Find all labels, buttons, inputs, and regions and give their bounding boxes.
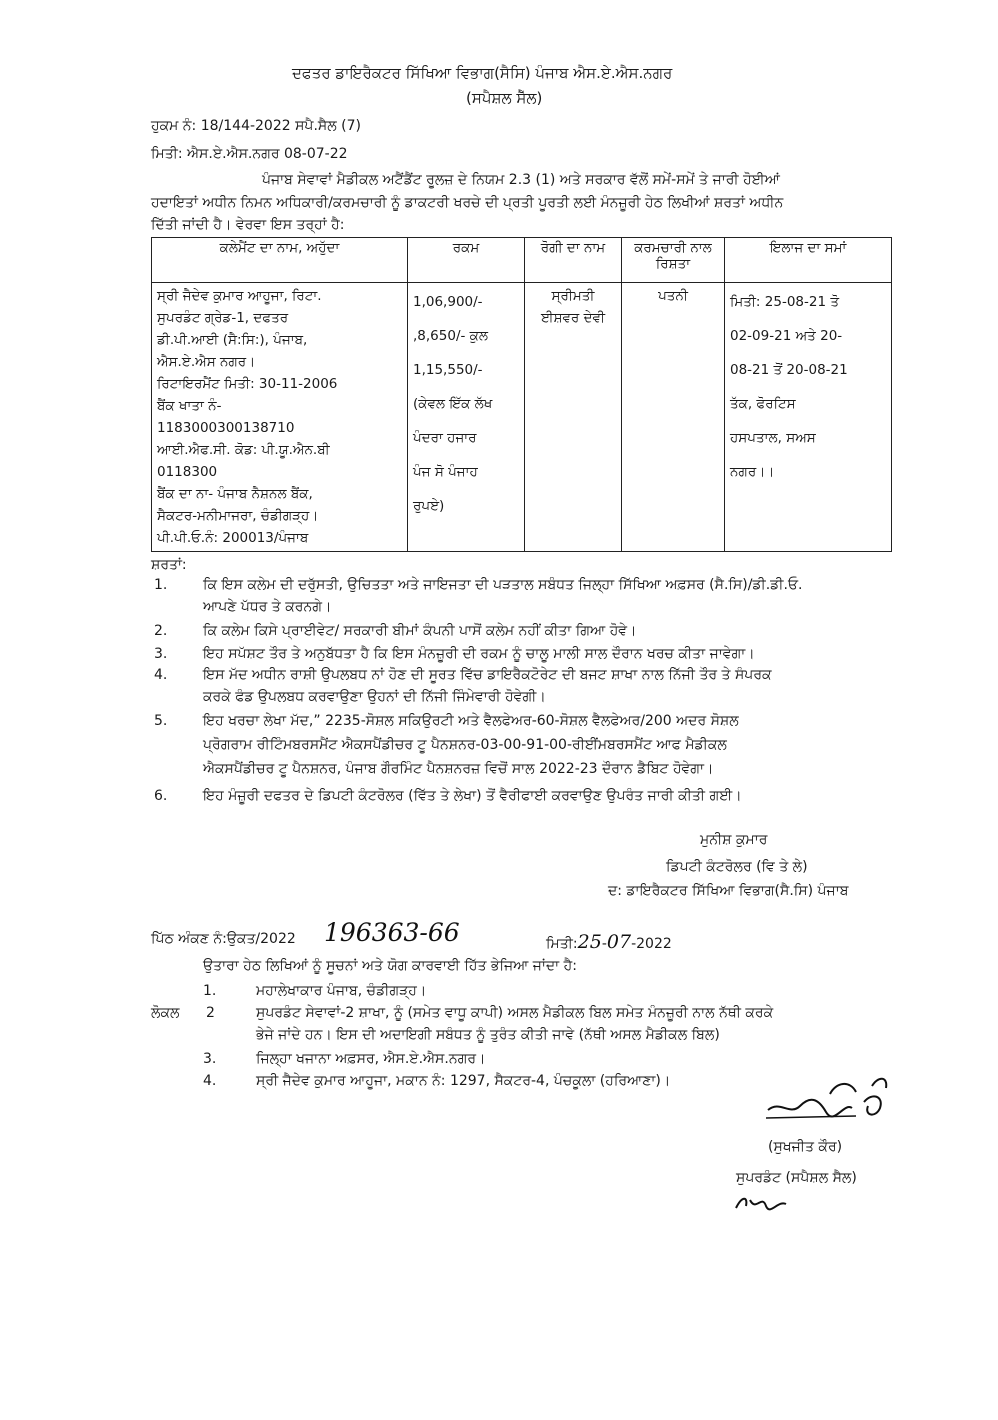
condition-number: 3.	[154, 646, 168, 662]
condition-line: ਇਹ ਸਪੱਸ਼ਟ ਤੌਰ ਤੇ ਅਨੁਬੱਧਤਾ ਹੈ ਕਿ ਇਸ ਮੰਨਜ਼ੂਰੀ ਦੀ ਰਕਮ ਨੂੰ ਚਾਲੂ ਮਾਲੀ ਸਾਲ ਦੌਰਾਨ ਖਰਚ ਕੀਤਾ ਜਾਵੇਗਾ।	[203, 646, 755, 662]
amount-line: 1,06,900/-	[413, 294, 483, 310]
office-title: ਦਫਤਰ ਡਾਇਰੈਕਟਰ ਸਿੱਖਿਆ ਵਿਭਾਗ(ਸੈਸਿ) ਪੰਜਾਬ ਐਸ.ਏ.ਐਸ.ਨਗਰ	[292, 64, 673, 82]
claimant-line: ਸੈਕਟਰ-ਮਨੀਮਾਜਰਾ, ਚੰਡੀਗੜ੍ਹ।	[157, 508, 319, 524]
amount-line: 1,15,550/-	[413, 362, 483, 378]
claimant-line: ਬੈਂਕ ਖਾਤਾ ਨੰ-	[157, 398, 222, 414]
amount-line: ਰੁਪਏ)	[413, 498, 445, 514]
conditions-heading: ਸ਼ਰਤਾਂ:	[151, 557, 187, 573]
signatory1-office: ਦ: ਡਾਇਰੈਕਟਰ ਸਿੱਖਿਆ ਵਿਭਾਗ(ਸੈ.ਸਿ) ਪੰਜਾਬ	[608, 883, 849, 899]
endorsement-number: 1.	[203, 983, 217, 999]
header-patient: ਰੋਗੀ ਦਾ ਨਾਮ	[525, 238, 622, 283]
endorsement-line: ਮਹਾਲੇਖਾਕਾਰ ਪੰਜਾਬ, ਚੰਡੀਗੜ੍ਹ।	[256, 983, 427, 999]
relation-cell	[622, 283, 725, 552]
relation-value: ਪਤਨੀ	[658, 288, 688, 304]
amount-line: ਪੰਜ ਸੋ ਪੰਜਾਹ	[413, 464, 478, 480]
header-amount: ਰਕਮ	[408, 238, 525, 283]
treatment-line: ਨਗਰ।।	[730, 464, 775, 480]
condition-number: 6.	[154, 788, 168, 804]
claimant-line: ਪੀ.ਪੀ.ਓ.ਨੰ: 200013/ਪੰਜਾਬ	[157, 530, 309, 546]
claimant-line: ਸ੍ਰੀ ਜੈਦੇਵ ਕੁਮਾਰ ਆਹੂਜਾ, ਰਿਟਾ.	[157, 288, 322, 304]
claimant-line: ਡੀ.ਪੀ.ਆਈ (ਸੈ:ਸਿ:), ਪੰਜਾਬ,	[157, 332, 308, 348]
claimant-line: ਐਸ.ਏ.ਐਸ ਨਗਰ।	[157, 354, 256, 370]
patient-line: ਸ੍ਰੀਮਤੀ	[551, 288, 595, 304]
patient-cell	[525, 283, 622, 552]
endorsement-number: 3.	[203, 1051, 217, 1067]
treatment-line: ਤੱਕ, ਫੋਰਟਿਸ	[730, 396, 796, 412]
signatory2-designation: ਸੁਪਰਡੰਟ (ਸਪੈਸ਼ਲ ਸੈਲ)	[736, 1170, 857, 1186]
condition-line: ਕਿ ਕਲੇਮ ਕਿਸੇ ਪ੍ਰਾਈਵੇਟ/ ਸਰਕਾਰੀ ਬੀਮਾਂ ਕੰਪਨੀ ਪਾਸੋਂ ਕਲੇਮ ਨਹੀਂ ਕੀਤਾ ਗਿਆ ਹੋਵੇ।	[203, 623, 637, 639]
endorsement-number: 2	[206, 1005, 215, 1021]
table-header-row	[152, 238, 892, 283]
intro-line-3: ਦਿੱਤੀ ਜਾਂਦੀ ਹੈ। ਵੇਰਵਾ ਇਸ ਤਰ੍ਹਾਂ ਹੈ:	[151, 217, 345, 233]
condition-line: ਇਸ ਮੱਦ ਅਧੀਨ ਰਾਸ਼ੀ ਉਪਲਬਧ ਨਾਂ ਹੋਣ ਦੀ ਸੂਰਤ ਵਿੱਚ ਡਾਇਰੈਕਟੋਰੇਟ ਦੀ ਬਜਟ ਸ਼ਾਖਾ ਨਾਲ ਨਿੱਜੀ ਤੌਰ ਤੇ ਸੰਪਰਕ	[203, 667, 772, 683]
intro-line-1: ਪੰਜਾਬ ਸੇਵਾਵਾਂ ਮੈਡੀਕਲ ਅਟੈਂਡੈਂਟ ਰੂਲਜ਼ ਦੇ ਨਿਯਮ 2.3 (1) ਅਤੇ ਸਰਕਾਰ ਵੱਲੋਂ ਸਮੇਂ-ਸਮੇਂ ਤੇ ਜਾਰੀ ਹੋਈਆਂ	[262, 172, 780, 188]
condition-number: 1.	[154, 577, 168, 593]
amount-line: ,8,650/- ਕੁਲ	[413, 328, 488, 344]
endorsement-line: ਸੁਪਰਡੰਟ ਸੇਵਾਵਾਂ-2 ਸ਼ਾਖਾ, ਨੂੰ (ਸਮੇਤ ਵਾਧੂ ਕਾਪੀ) ਅਸਲ ਮੈਡੀਕਲ ਬਿਲ ਸਮੇਤ ਮੰਨਜ਼ੂਰੀ ਨਾਲ ਨੱਥੀ ਕਰਕੇ	[256, 1005, 774, 1021]
condition-line: ਇਹ ਖਰਚਾ ਲੇਖਾ ਮੱਦ,” 2235-ਸੋਸ਼ਲ ਸਕਿਉਰਟੀ ਅਤੇ ਵੈਲਫੇਅਰ-60-ਸੋਸ਼ਲ ਵੈਲਫੇਅਰ/200 ਅਦਰ ਸੋਸ਼ਲ	[203, 713, 739, 729]
endorsement-line: ਜਿਲ੍ਹਾ ਖਜਾਨਾ ਅਫ਼ਸਰ, ਐਸ.ਏ.ਐਸ.ਨਗਰ।	[256, 1051, 486, 1067]
table-row	[152, 283, 892, 552]
date-day-handwritten: 25	[577, 931, 602, 953]
order-date: ਮਿਤੀ: ਐਸ.ਏ.ਐਸ.ਨਗਰ 08-07-22	[151, 146, 348, 162]
claim-table	[151, 237, 892, 552]
condition-line: ਇਹ ਮੰਜ਼ੂਰੀ ਦਫਤਰ ਦੇ ਡਿਪਟੀ ਕੰਟਰੋਲਰ (ਵਿੱਤ ਤੇ ਲੇਖਾ) ਤੋਂ ਵੈਰੀਫਾਈ ਕਰਵਾਉਣ ਉਪਰੰਤ ਜਾਰੀ ਕੀਤੀ ਗਈ।	[203, 788, 742, 804]
local-label: ਲੋਕਲ	[151, 1005, 180, 1021]
condition-number: 2.	[154, 623, 168, 639]
claimant-cell	[152, 283, 408, 552]
amount-line: (ਕੇਵਲ ਇੱਕ ਲੱਖ	[413, 396, 493, 412]
signatory2-name: (ਸੁਖਜੀਤ ਕੌਰ)	[768, 1139, 843, 1155]
date-month-handwritten: 07	[606, 931, 632, 953]
treatment-line: ਮਿਤੀ: 25-08-21 ਤੋ	[730, 294, 839, 310]
claimant-line: ਰਿਟਾਇਰਮੈਂਟ ਮਿਤੀ: 30-11-2006	[157, 376, 338, 392]
cell-title: (ਸਪੈਸ਼ਲ ਸੈੱਲ)	[466, 89, 543, 107]
patient-line: ਈਸ਼ਵਰ ਦੇਵੀ	[540, 310, 606, 326]
signature-mark	[760, 1072, 910, 1132]
header-treatment: ਇਲਾਜ ਦਾ ਸਮਾਂ	[725, 238, 892, 283]
claimant-line: ਆਈ.ਐਫ.ਸੀ. ਕੋਡ: ਪੀ.ਯੂ.ਐਨ.ਬੀ	[157, 442, 330, 458]
date-label: ਮਿਤੀ:	[546, 936, 578, 952]
claimant-line: 1183000300138710	[157, 420, 295, 436]
condition-line: ਆਪਣੇ ਪੱਧਰ ਤੇ ਕਰਨਗੇ।	[203, 599, 332, 615]
condition-line: ਪ੍ਰੋਗਰਾਮ ਰੀਟਿੰਮਬਰਸਮੈਂਟ ਐਕਸਪੈਂਡੀਚਰ ਟੂ ਪੈਨਸ਼ਨਰ-03-00-91-00-ਰੀਈਂਮਬਰਸਮੈਂਟ ਆਫ ਮੈਡੀਕਲ	[203, 737, 727, 753]
date-year: 2022	[636, 936, 672, 952]
endorsement-date: ਮਿਤੀ:25-07-2022	[546, 931, 672, 953]
amount-cell	[408, 283, 525, 552]
condition-line: ਕਿ ਇਸ ਕਲੇਮ ਦੀ ਦਰੁੱਸਤੀ, ਉਚਿਤਤਾ ਅਤੇ ਜਾਇਜਤਾ ਦੀ ਪੜਤਾਲ ਸਬੰਧਤ ਜਿਲ੍ਹਾ ਸਿੱਖਿਆ ਅਫ਼ਸਰ (ਸੈ.ਸਿ)/ਡੀ.ਡੀ.ਓ.	[203, 577, 803, 593]
signatory1-name: ਮੁਨੀਸ਼ ਕੁਮਾਰ	[700, 832, 768, 848]
condition-line: ਕਰਕੇ ਫੰਡ ਉਪਲਬਧ ਕਰਵਾਉਣਾ ਉਹਨਾਂ ਦੀ ਨਿੱਜੀ ਜਿੰਮੇਵਾਰੀ ਹੋਵੇਗੀ।	[203, 689, 546, 705]
order-number: ਹੁਕਮ ਨੰ: 18/144-2022 ਸਪੈ.ਸੈਲ (7)	[151, 118, 361, 134]
intro-line-2: ਹਦਾਇਤਾਂ ਅਧੀਨ ਨਿਮਨ ਅਧਿਕਾਰੀ/ਕਰਮਚਾਰੀ ਨੂੰ ਡਾਕਟਰੀ ਖਰਚੇ ਦੀ ਪ੍ਰਤੀ ਪੂਰਤੀ ਲਈ ਮੰਨਜ਼ੂਰੀ ਹੇਠ ਲਿਖੀਆਂ ਸ਼ਰਤਾਂ ਅਧੀਨ	[151, 195, 784, 211]
condition-line: ਐਕਸਪੈਂਡੀਚਰ ਟੂ ਪੈਨਸ਼ਨਰ, ਪੰਜਾਬ ਗੌਰਮਿੰਟ ਪੈਨਸ਼ਨਰਜ਼ ਵਿਚੋਂ ਸਾਲ 2022-23 ਦੌਰਾਨ ਡੈਬਿਟ ਹੋਵੇਗਾ।	[203, 761, 714, 777]
signatory1-designation: ਡਿਪਟੀ ਕੰਟਰੋਲਰ (ਵਿ ਤੇ ਲੇ)	[666, 859, 808, 875]
claimant-line: 0118300	[157, 464, 218, 480]
amount-line: ਪੰਦਰਾ ਹਜਾਰ	[413, 430, 477, 446]
condition-number: 4.	[154, 667, 168, 683]
endorsement-number: 4.	[203, 1073, 217, 1089]
claimant-line: ਸੁਪਰਡੰਟ ਗ੍ਰੇਡ-1, ਦਫਤਰ	[157, 310, 289, 326]
endorsement-intro: ਉਤਾਰਾ ਹੇਠ ਲਿਖਿਆਂ ਨੂੰ ਸੂਚਨਾਂ ਅਤੇ ਯੋਗ ਕਾਰਵਾਈ ਹਿੱਤ ਭੇਜਿਆ ਜਾਂਦਾ ਹੈ:	[203, 958, 577, 974]
endorsement-line: ਸ੍ਰੀ ਜੈਦੇਵ ਕੁਮਾਰ ਆਹੂਜਾ, ਮਕਾਨ ਨੰ: 1297, ਸੈਕਟਰ-4, ਪੰਚਕੂਲਾ (ਹਰਿਆਣਾ)।	[256, 1073, 671, 1089]
treatment-cell	[725, 283, 892, 552]
initials-mark	[732, 1190, 792, 1218]
claimant-line: ਬੈਂਕ ਦਾ ਨਾ- ਪੰਜਾਬ ਨੈਸ਼ਨਲ ਬੈਂਕ,	[157, 486, 313, 502]
endorsement-number-handwritten: 196363-66	[324, 918, 460, 947]
endorsement-label: ਪਿੱਠ ਅੰਕਣ ਨੰ:ਉਕਤ/2022	[151, 931, 296, 947]
endorsement-line: ਭੇਜੇ ਜਾਂਦੇ ਹਨ। ਇਸ ਦੀ ਅਦਾਇਗੀ ਸਬੰਧਤ ਨੂੰ ਤੁਰੰਤ ਕੀਤੀ ਜਾਵੇ (ਨੱਥੀ ਅਸਲ ਮੈਡੀਕਲ ਬਿਲ)	[256, 1027, 720, 1043]
treatment-line: 02-09-21 ਅਤੇ 20-	[730, 328, 843, 344]
treatment-line: ਹਸਪਤਾਲ, ਸਅਸ	[730, 430, 816, 446]
treatment-line: 08-21 ਤੋਂ 20-08-21	[730, 362, 848, 378]
condition-number: 5.	[154, 713, 168, 729]
header-relation: ਕਰਮਚਾਰੀ ਨਾਲ ਰਿਸ਼ਤਾ	[622, 238, 725, 283]
header-claimant: ਕਲੇਮੈਂਟ ਦਾ ਨਾਮ, ਅਹੁੱਦਾ	[152, 238, 408, 283]
